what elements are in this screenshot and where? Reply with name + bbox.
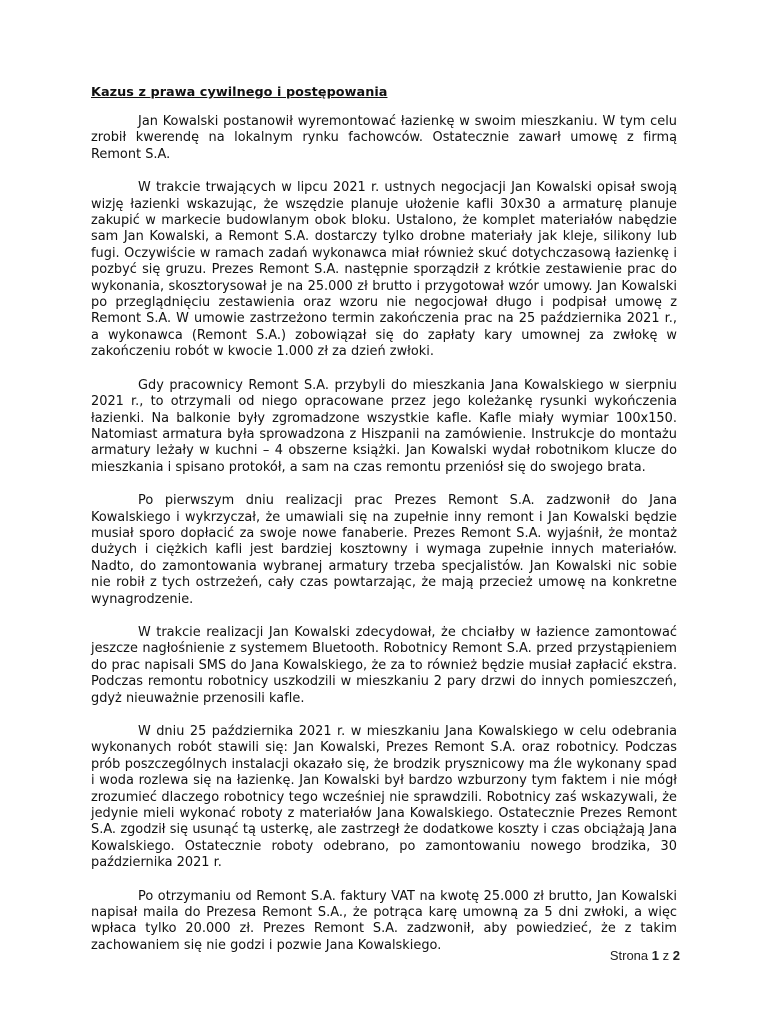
page-prefix: Strona xyxy=(609,948,649,963)
page-separator: z xyxy=(662,948,670,963)
paragraph-2: W trakcie trwających w lipcu 2021 r. ustnych negocjacji Jan Kowalski opisał swoją wizję łazienki wskazując, że wszędzie planuje ułożenie kafli 30x30 a armaturę planuje zakupić w markecie budowlanym obok bloku. Ustalono, że komplet materiałów nabędzie sam Jan Kowalski, a Remont S.A. dostarczy tylko drobne materiały jak kleje, silikony lub fugi. Oczywiście w ramach zadań wykonawca miał również skuć dotychczasową łazienkę i pozbyć się gruzu. Prezes Remont S.A. następnie sporządził z krótkie zestawienie prac do wykonania, skosztorysował je na 25.000 zł brutto i przygotował wzór umowy. Jan Kowalski po przeglądnięciu zestawienia oraz wzoru nie negocjował długo i podpisał umowę z Remont S.A. W umowie zastrzeżono termin zakończenia prac na 25 października 2021 r., a wykonawca (Remont S.A.) zobowiązał się do zapłaty kary umownej za zwłokę w zakończeniu robót w kwocie 1.000 zł za dzień zwłoki. xyxy=(91,180,677,360)
current-page-number: 1 xyxy=(651,948,660,963)
paragraph-3: Gdy pracownicy Remont S.A. przybyli do mieszkania Jana Kowalskiego w sierpniu 2021 r., to otrzymali od niego opracowane przez jego koleżankę rysunki wykończenia łazienki. Na balkonie były zgromadzone wszystkie kafle. Kafle miały wymiar 100x150. Natomiast armatura była sprowadzona z Hiszpanii na zamówienie. Instrukcje do montażu armatury leżały w kuchni – 4 obszerne książki. Jan Kowalski wydał robotnikom klucze do mieszkania i spisano protokół, a sam na czas remontu przeniósł się do swojego brata. xyxy=(91,377,677,475)
total-pages-number: 2 xyxy=(672,948,680,963)
paragraph-1: Jan Kowalski postanowił wyremontować łazienkę w swoim mieszkaniu. W tym celu zrobił kwerendę na lokalnym rynku fachowców. Ostatecznie zawarł umowę z firmą Remont S.A. xyxy=(91,114,677,162)
paragraph-6: W dniu 25 października 2021 r. w mieszkaniu Jana Kowalskiego w celu odebrania wykonanych robót stawili się: Jan Kowalski, Prezes Remont S.A. oraz robotnicy. Podczas prób poszczególnych instalacji okazało się, że brodzik prysznicowy ma źle wykonany spad i woda rozlewa się na łazienkę. Jan Kowalski był bardzo wzburzony tym faktem i nie mógł zrozumieć dlaczego robotnicy tego wcześniej nie sprawdzili. Robotnicy zaś wskazywali, że jedynie mieli wykonać roboty z materiałów Jana Kowalskiego. Ostatecznie Prezes Remont S.A. zgodził się usunąć tą usterkę, ale zastrzegł że dodatkowe koszty i czas obciążają Jana Kowalskiego. Ostatecznie roboty odebrano, po zamontowaniu nowego brodzika, 30 października 2021 r. xyxy=(91,724,677,871)
document-title: Kazus z prawa cywilnego i postępowania xyxy=(91,85,388,100)
document-page xyxy=(91,84,677,971)
paragraph-7: Po otrzymaniu od Remont S.A. faktury VAT na kwotę 25.000 zł brutto, Jan Kowalski napisał maila do Prezesa Remont S.A., że potrąca karę umowną za 5 dni zwłoki, a więc wpłaca tylko 20.000 zł. Prezes Remont S.A. zadzwonił, aby powiedzieć, że z takim zachowaniem się nie godzi i pozwie Jana Kowalskiego. xyxy=(91,888,677,953)
paragraph-5: W trakcie realizacji Jan Kowalski zdecydował, że chciałby w łazience zamontować jeszcze nagłośnienie z systemem Bluetooth. Robotnicy Remont S.A. przed przystąpieniem do prac napisali SMS do Jana Kowalskiego, że za to również będzie musiał zapłacić ekstra. Podczas remontu robotnicy uszkodzili w mieszkaniu 2 pary drzwi do innych pomieszczeń, gdyż nieuważnie przenosili kafle. xyxy=(91,624,677,706)
page-number xyxy=(610,947,680,965)
paragraph-4: Po pierwszym dniu realizacji prac Prezes Remont S.A. zadzwonił do Jana Kowalskiego i wykrzyczał, że umawiali się na zupełnie inny remont i Jan Kowalski będzie musiał sporo dopłacić za swoje nowe fanaberie. Prezes Remont S.A. wyjaśnił, że montaż dużych i ciężkich kafli jest bardziej kosztowny i wymaga zupełnie innych materiałów. Nadto, do zamontowania wybranej armatury trzeba specjalistów. Jan Kowalski nic sobie nie robił z tych ostrzeżeń, cały czas powtarzając, że mają przecież umowę na konkretne wynagrodzenie. xyxy=(91,493,677,607)
